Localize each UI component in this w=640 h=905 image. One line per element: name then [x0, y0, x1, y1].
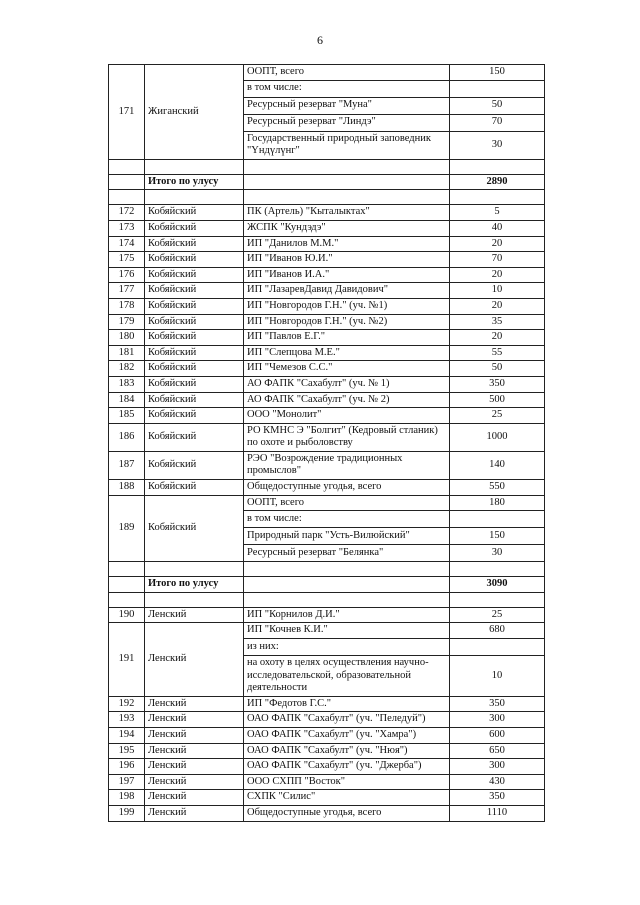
- row-number: 192: [109, 696, 145, 712]
- area-value: 50: [450, 361, 545, 377]
- table-row: [109, 408, 545, 424]
- district-name: Кобяйский: [145, 495, 244, 562]
- district-name: Кобяйский: [145, 451, 244, 479]
- area-value: 140: [450, 451, 545, 479]
- empty-cell: [145, 159, 244, 174]
- area-value: 25: [450, 408, 545, 424]
- district-name: Жиганский: [145, 65, 244, 160]
- district-name: Ленский: [145, 728, 244, 744]
- area-value: 5: [450, 205, 545, 221]
- row-number: 178: [109, 298, 145, 314]
- spacer-row: [109, 562, 545, 577]
- district-name: Кобяйский: [145, 376, 244, 392]
- area-value: 350: [450, 790, 545, 806]
- area-value: 350: [450, 376, 545, 392]
- area-value: 150: [450, 528, 545, 545]
- district-name: Кобяйский: [145, 267, 244, 283]
- area-value: 650: [450, 743, 545, 759]
- district-name: Кобяйский: [145, 252, 244, 268]
- table-row: [109, 423, 545, 451]
- area-value: [450, 80, 545, 97]
- table-row: [109, 774, 545, 790]
- row-number: 180: [109, 330, 145, 346]
- area-value: 50: [450, 97, 545, 114]
- organization-name: на охоту в целях осуществления научно-исследовательской, образовательной деятельности: [244, 656, 450, 697]
- area-value: 300: [450, 712, 545, 728]
- table-row: [109, 743, 545, 759]
- row-number: 173: [109, 220, 145, 236]
- organization-name: ИП "Новгородов Г.Н." (уч. №2): [244, 314, 450, 330]
- table-row: [109, 267, 545, 283]
- area-value: 350: [450, 696, 545, 712]
- row-number: 196: [109, 759, 145, 775]
- district-name: Ленский: [145, 774, 244, 790]
- total-value: 2890: [450, 174, 545, 190]
- area-value: 500: [450, 392, 545, 408]
- table-row: [109, 205, 545, 221]
- area-value: 30: [450, 545, 545, 562]
- district-name: Ленский: [145, 743, 244, 759]
- table-row: [109, 298, 545, 314]
- organization-name: Государственный природный заповедник "Үндүлүнг": [244, 131, 450, 159]
- row-number: 177: [109, 283, 145, 299]
- area-value: 550: [450, 480, 545, 496]
- table-row: [109, 728, 545, 744]
- district-name: Ленский: [145, 712, 244, 728]
- empty-cell: [109, 562, 145, 577]
- table-row: [109, 607, 545, 623]
- organization-name: из них:: [244, 639, 450, 656]
- organization-name: в том числе:: [244, 80, 450, 97]
- organization-name: ИП "Иванов Ю.И.": [244, 252, 450, 268]
- organization-name: Природный парк "Усть-Вилюйский": [244, 528, 450, 545]
- area-value: 150: [450, 65, 545, 81]
- area-value: 680: [450, 623, 545, 639]
- table-row: [109, 623, 545, 639]
- row-number: 185: [109, 408, 145, 424]
- district-name: Кобяйский: [145, 283, 244, 299]
- total-row: [109, 174, 545, 190]
- district-name: Ленский: [145, 623, 244, 696]
- empty-cell: [109, 577, 145, 593]
- table-row: [109, 220, 545, 236]
- organization-name: ИП "ЛазаревДавид Давидович": [244, 283, 450, 299]
- table-row: [109, 283, 545, 299]
- organization-name: ИП "Федотов Г.С.": [244, 696, 450, 712]
- district-name: Кобяйский: [145, 345, 244, 361]
- empty-cell: [244, 174, 450, 190]
- table-row: [109, 252, 545, 268]
- empty-cell: [109, 592, 145, 607]
- organization-name: ИП "Данилов М.М.": [244, 236, 450, 252]
- empty-cell: [244, 562, 450, 577]
- total-row: [109, 577, 545, 593]
- organization-name: АО ФАПК "Сахабулт" (уч. № 2): [244, 392, 450, 408]
- table-row: [109, 361, 545, 377]
- organization-name: Общедоступные угодья, всего: [244, 480, 450, 496]
- organization-name: ООПТ, всего: [244, 495, 450, 511]
- organization-name: ИП "Иванов И.А.": [244, 267, 450, 283]
- area-value: 25: [450, 607, 545, 623]
- row-number: 184: [109, 392, 145, 408]
- empty-cell: [244, 159, 450, 174]
- organization-name: СХПК "Силис": [244, 790, 450, 806]
- organization-name: ИП "Павлов Е.Г.": [244, 330, 450, 346]
- page-number: 6: [317, 33, 323, 47]
- empty-cell: [450, 562, 545, 577]
- row-number: 194: [109, 728, 145, 744]
- organization-name: ОАО ФАПК "Сахабулт" (уч. "Пеледуй"): [244, 712, 450, 728]
- row-number: 181: [109, 345, 145, 361]
- district-name: Кобяйский: [145, 236, 244, 252]
- empty-cell: [109, 174, 145, 190]
- empty-cell: [244, 190, 450, 205]
- area-value: 10: [450, 283, 545, 299]
- table-row: [109, 330, 545, 346]
- table-row: [109, 790, 545, 806]
- area-value: 70: [450, 252, 545, 268]
- organization-name: ОАО ФАПК "Сахабулт" (уч. "Джерба"): [244, 759, 450, 775]
- row-number: 188: [109, 480, 145, 496]
- empty-cell: [244, 577, 450, 593]
- organization-name: в том числе:: [244, 511, 450, 528]
- area-value: 70: [450, 114, 545, 131]
- row-number: 175: [109, 252, 145, 268]
- hunting-grounds-table: [108, 64, 545, 822]
- table-row: [109, 65, 545, 81]
- area-value: 55: [450, 345, 545, 361]
- total-label: Итого по улусу: [145, 174, 244, 190]
- area-value: 430: [450, 774, 545, 790]
- table-row: [109, 236, 545, 252]
- organization-name: ООО "Монолит": [244, 408, 450, 424]
- row-number: 183: [109, 376, 145, 392]
- organization-name: РЭО "Возрождение традиционных промыслов": [244, 451, 450, 479]
- district-name: Кобяйский: [145, 298, 244, 314]
- area-value: 1000: [450, 423, 545, 451]
- row-number: 198: [109, 790, 145, 806]
- row-number: 195: [109, 743, 145, 759]
- table-row: [109, 376, 545, 392]
- area-value: 20: [450, 267, 545, 283]
- organization-name: ИП "Корнилов Д.И.": [244, 607, 450, 623]
- empty-cell: [145, 562, 244, 577]
- organization-name: Ресурсный резерват "Линдэ": [244, 114, 450, 131]
- district-name: Кобяйский: [145, 314, 244, 330]
- table-row: [109, 480, 545, 496]
- row-number: 179: [109, 314, 145, 330]
- spacer-row: [109, 159, 545, 174]
- organization-name: Общедоступные угодья, всего: [244, 805, 450, 821]
- district-name: Ленский: [145, 607, 244, 623]
- district-name: Кобяйский: [145, 408, 244, 424]
- spacer-row: [109, 190, 545, 205]
- area-value: 30: [450, 131, 545, 159]
- area-value: [450, 639, 545, 656]
- table-row: [109, 314, 545, 330]
- district-name: Ленский: [145, 759, 244, 775]
- organization-name: ИП "Чемезов С.С.": [244, 361, 450, 377]
- row-number: 174: [109, 236, 145, 252]
- district-name: Кобяйский: [145, 220, 244, 236]
- empty-cell: [109, 190, 145, 205]
- organization-name: ООО СХПП "Восток": [244, 774, 450, 790]
- empty-cell: [109, 159, 145, 174]
- row-number: 193: [109, 712, 145, 728]
- district-name: Кобяйский: [145, 205, 244, 221]
- row-number: 199: [109, 805, 145, 821]
- area-value: 600: [450, 728, 545, 744]
- district-name: Кобяйский: [145, 330, 244, 346]
- table-row: [109, 345, 545, 361]
- empty-cell: [450, 592, 545, 607]
- organization-name: ОАО ФАПК "Сахабулт" (уч. "Нюя"): [244, 743, 450, 759]
- table-row: [109, 759, 545, 775]
- table-row: [109, 451, 545, 479]
- area-value: 20: [450, 298, 545, 314]
- row-number: 182: [109, 361, 145, 377]
- row-number: 186: [109, 423, 145, 451]
- organization-name: ПК (Артель) "Кыталыктах": [244, 205, 450, 221]
- district-name: Ленский: [145, 696, 244, 712]
- row-number: 187: [109, 451, 145, 479]
- empty-cell: [450, 190, 545, 205]
- row-number: 176: [109, 267, 145, 283]
- row-number: 191: [109, 623, 145, 696]
- organization-name: ЖСПК "Кундэдэ": [244, 220, 450, 236]
- district-name: Кобяйский: [145, 480, 244, 496]
- district-name: Ленский: [145, 805, 244, 821]
- table-row: [109, 805, 545, 821]
- organization-name: ИП "Кочнев К.И.": [244, 623, 450, 639]
- area-value: 35: [450, 314, 545, 330]
- area-value: 180: [450, 495, 545, 511]
- row-number: 172: [109, 205, 145, 221]
- area-value: 1110: [450, 805, 545, 821]
- row-number: 197: [109, 774, 145, 790]
- empty-cell: [244, 592, 450, 607]
- district-name: Кобяйский: [145, 392, 244, 408]
- area-value: 300: [450, 759, 545, 775]
- row-number: 190: [109, 607, 145, 623]
- table-row: [109, 696, 545, 712]
- area-value: 10: [450, 656, 545, 697]
- district-name: Ленский: [145, 790, 244, 806]
- area-value: 40: [450, 220, 545, 236]
- district-name: Кобяйский: [145, 423, 244, 451]
- total-value: 3090: [450, 577, 545, 593]
- table-row: [109, 392, 545, 408]
- district-name: Кобяйский: [145, 361, 244, 377]
- organization-name: ООПТ, всего: [244, 65, 450, 81]
- organization-name: Ресурсный резерват "Муна": [244, 97, 450, 114]
- area-value: 20: [450, 330, 545, 346]
- empty-cell: [450, 159, 545, 174]
- area-value: 20: [450, 236, 545, 252]
- organization-name: ИП "Слепцова М.Е.": [244, 345, 450, 361]
- area-value: [450, 511, 545, 528]
- table-row: [109, 495, 545, 511]
- organization-name: ОАО ФАПК "Сахабулт" (уч. "Хамра"): [244, 728, 450, 744]
- organization-name: Ресурсный резерват "Белянка": [244, 545, 450, 562]
- total-label: Итого по улусу: [145, 577, 244, 593]
- empty-cell: [145, 592, 244, 607]
- row-number: 189: [109, 495, 145, 562]
- empty-cell: [145, 190, 244, 205]
- organization-name: РО КМНС Э "Болгит" (Кедровый стланик) по охоте и рыболовству: [244, 423, 450, 451]
- row-number: 171: [109, 65, 145, 160]
- organization-name: АО ФАПК "Сахабулт" (уч. № 1): [244, 376, 450, 392]
- spacer-row: [109, 592, 545, 607]
- organization-name: ИП "Новгородов Г.Н." (уч. №1): [244, 298, 450, 314]
- table-row: [109, 712, 545, 728]
